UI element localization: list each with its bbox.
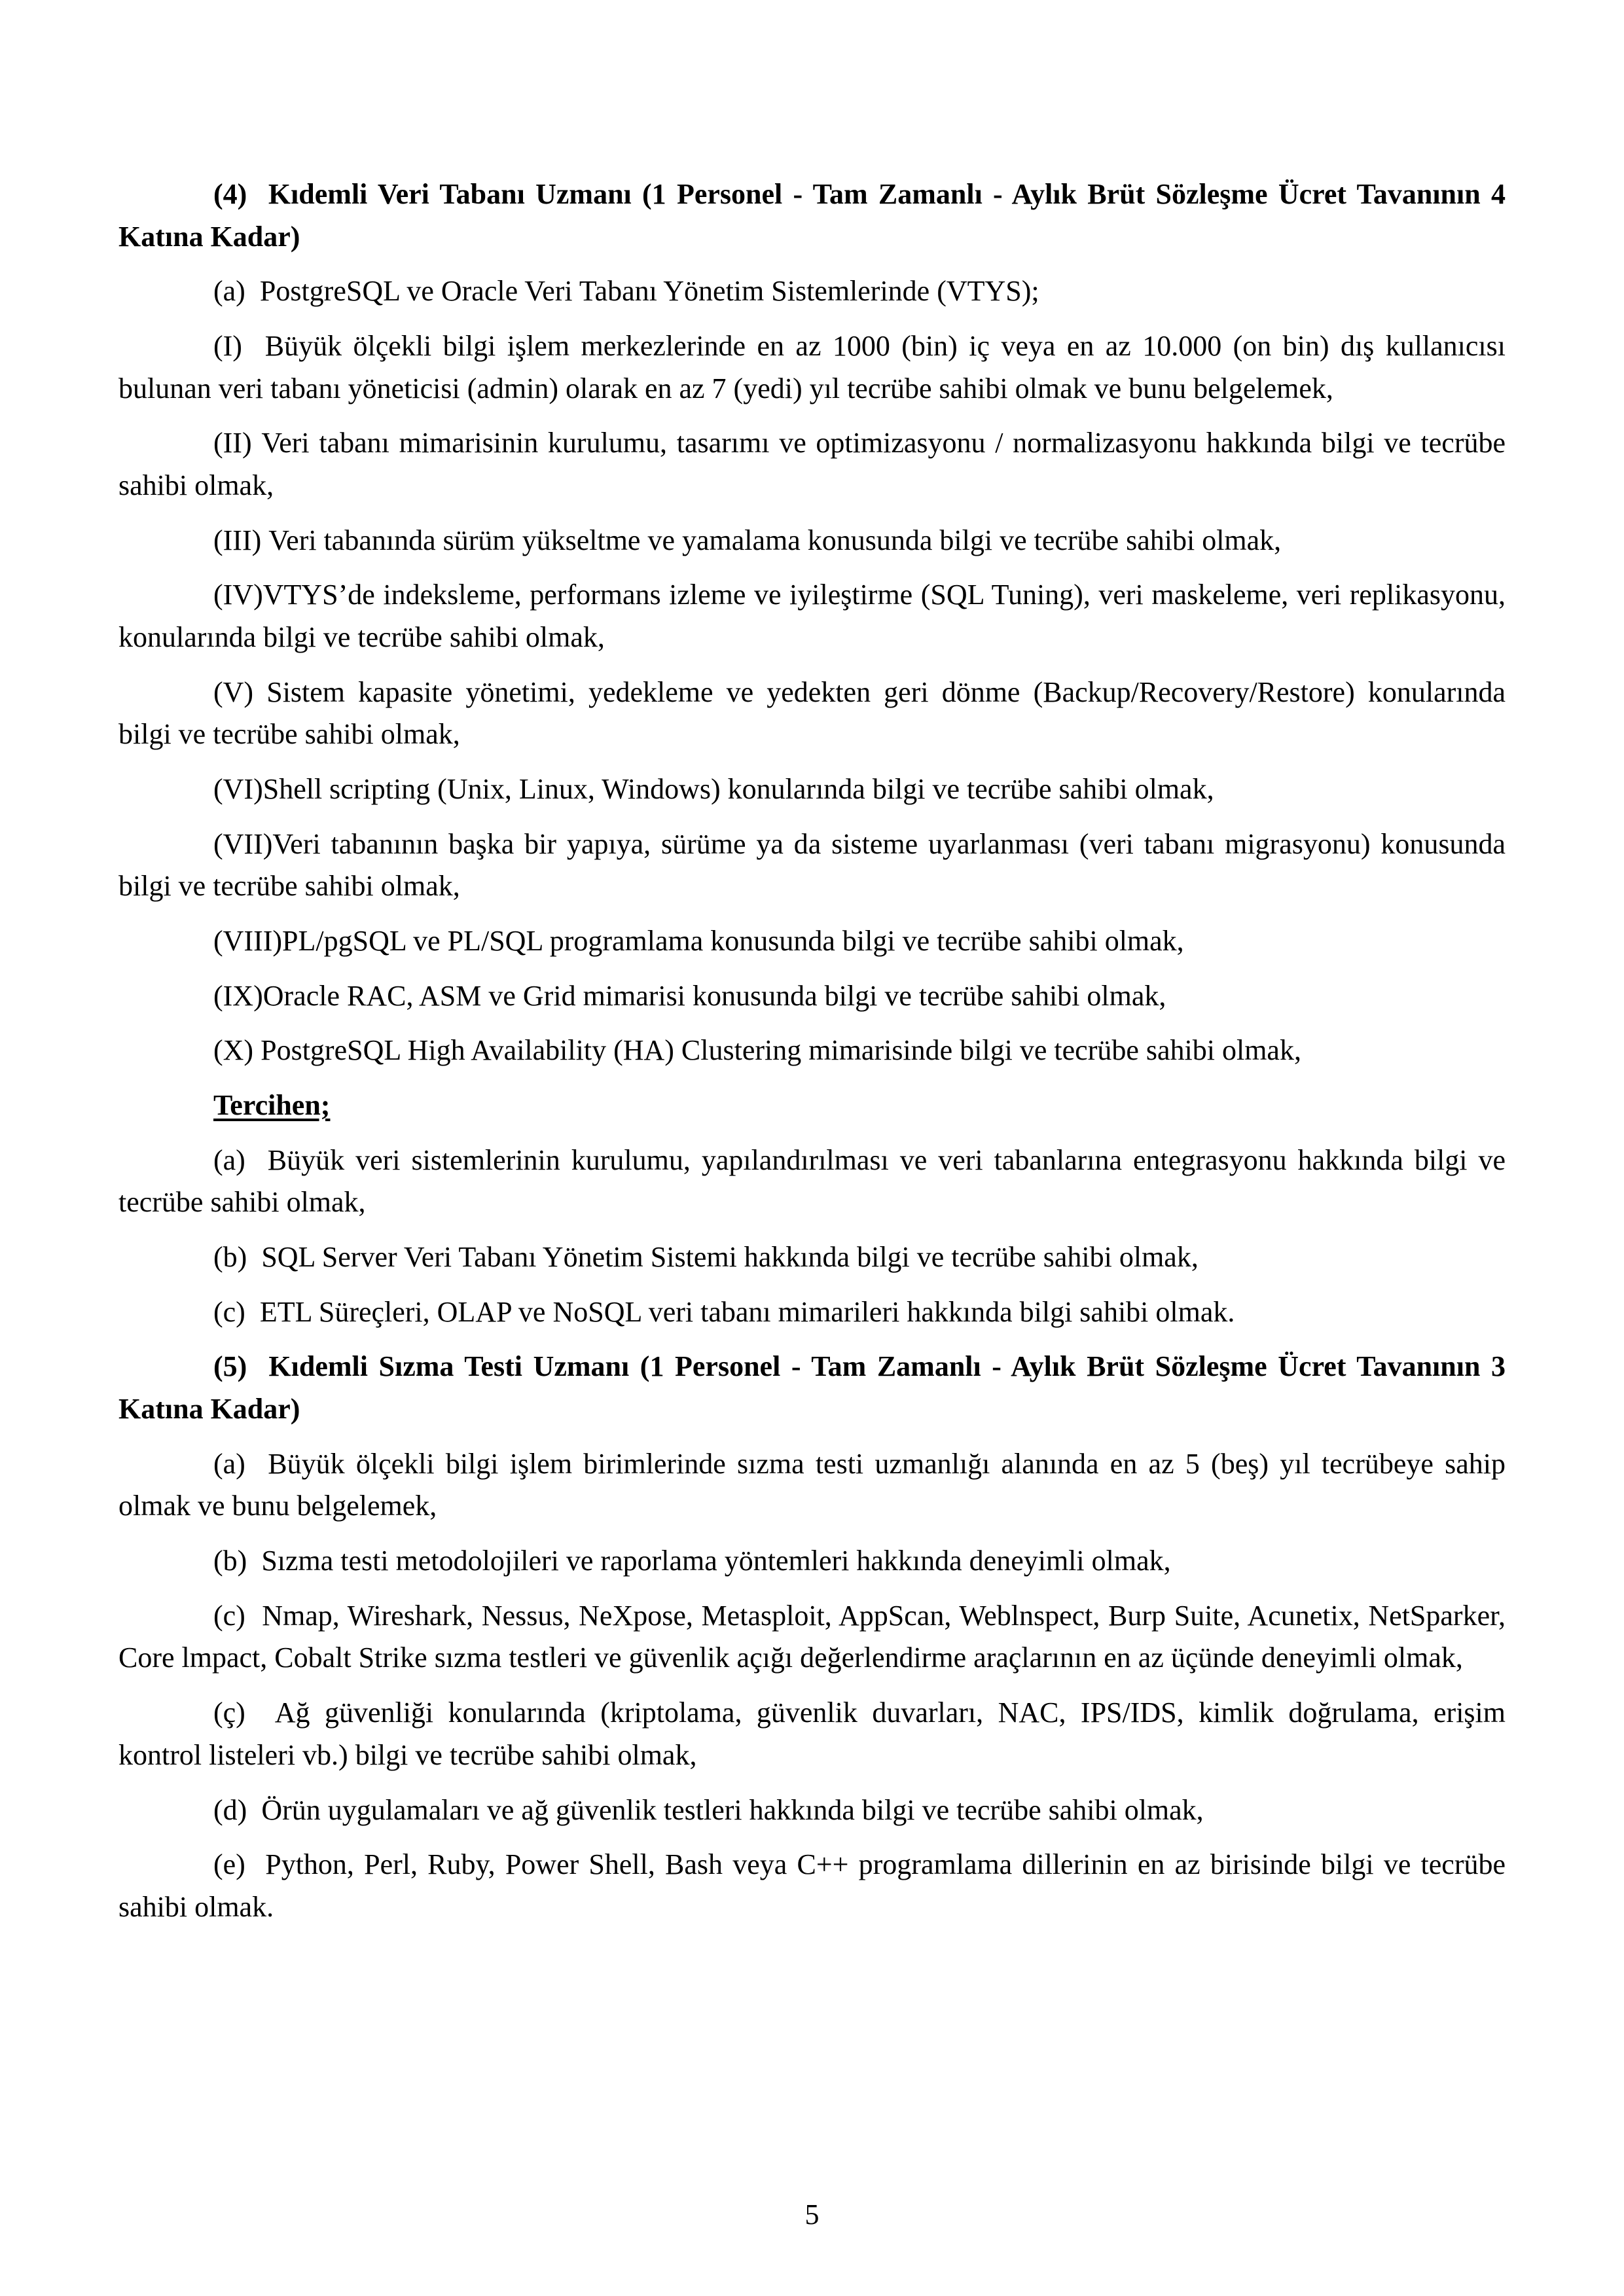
item-marker: (e) [213,1848,245,1881]
item-text: Büyük veri sistemlerinin kurulumu, yapılandırılması ve veri tabanlarına entegrasyonu hakkında bilgi ve tecrübe sahibi olmak, [118,1143,1506,1219]
marker-gap [247,1241,261,1273]
item-marker: (X) [213,1034,254,1067]
section-4-item-II [118,422,1506,507]
item-text: Ağ güvenliği konularında (kriptolama, güvenlik duvarları, NAC, IPS/IDS, kimlik doğrulama, erişim kontrol listeleri vb.) bilgi ve tecrübe sahibi olmak, [118,1696,1506,1771]
item-marker: (c) [213,1295,245,1328]
preferred-heading: Tercihen; [213,1089,331,1122]
item-marker: (VI) [213,773,263,806]
item-text: Sistem kapasite yönetimi, yedekleme ve yedekten geri dönme (Backup/Recovery/Restore) konularında bilgi ve tecrübe sahibi olmak, [118,675,1506,751]
marker-gap [253,1034,261,1066]
marker-gap [245,1296,260,1328]
section-4-item-a [118,270,1506,313]
item-marker: (b) [213,1241,247,1274]
marker-gap [253,676,266,708]
section-5-item-e [118,1844,1506,1928]
marker-gap [245,1448,268,1480]
item-text: Oracle RAC, ASM ve Grid mimarisi konusunda bilgi ve tecrübe sahibi olmak, [262,979,1166,1012]
item-text: Nmap, Wireshark, Nessus, NeXpose, Metasploit, AppScan, Weblnspect, Burp Suite, Acunetix, NetSparker, Core lmpact, Cobalt Strike sızma testleri ve güvenlik açığı değerlendirme araçlarının en az üçünde deneyimli olmak, [118,1599,1506,1674]
section-5-item-c [118,1595,1506,1679]
item-text: PostgreSQL ve Oracle Veri Tabanı Yönetim Sistemlerinde (VTYS); [259,275,1039,308]
item-marker: (a) [213,1447,245,1480]
item-marker: (c) [213,1599,245,1632]
section-4-item-IV [118,574,1506,658]
item-text: Python, Perl, Ruby, Power Shell, Bash veya C++ programlama dillerinin en az birisinde bilgi ve tecrübe sahibi olmak. [118,1848,1506,1923]
preferred-heading-wrapper [118,1085,1506,1127]
item-text: Veri tabanı mimarisinin kurulumu, tasarımı ve optimizasyonu / normalizasyonu hakkında bilgi ve tecrübe sahibi olmak, [118,427,1506,502]
section-5-item-c-cedilla [118,1692,1506,1776]
item-marker: (II) [213,427,252,459]
item-text: Shell scripting (Unix, Linux, Windows) konularında bilgi ve tecrübe sahibi olmak, [262,773,1214,806]
item-marker: (a) [213,275,245,308]
marker-gap [261,524,268,556]
marker-gap [252,427,262,459]
marker-gap [245,1600,262,1632]
section-5-heading: (5) Kıdemli Sızma Testi Uzmanı (1 Personel - Tam Zamanlı - Aylık Brüt Sözleşme Ücret Tavanının 3 Katına Kadar) [118,1350,1506,1426]
section-4-item-VI [118,768,1506,811]
item-marker: (V) [213,675,254,708]
section-4-preferred-item-b [118,1236,1506,1279]
page-content [118,173,1506,1929]
item-text: Büyük ölçekli bilgi işlem merkezlerinde en az 1000 (bin) iç veya en az 10.000 (on bin) dış kullanıcısı bulunan veri tabanı yöneticisi (admin) olarak en az 7 (yedi) yıl tecrübe sahibi olmak ve bunu belgelemek, [118,330,1506,404]
section-4-preferred-item-a [118,1139,1506,1224]
item-text: PostgreSQL High Availability (HA) Clustering mimarisinde bilgi ve tecrübe sahibi olmak, [261,1034,1301,1067]
item-marker: (b) [213,1545,247,1577]
item-text: Büyük ölçekli bilgi işlem birimlerinde sızma testi uzmanlığı alanında en az 5 (beş) yıl tecrübeye sahip olmak ve bunu belgelemek, [118,1447,1506,1522]
section-4-item-IX [118,975,1506,1018]
section-5-item-b [118,1540,1506,1583]
item-marker: (I) [213,330,242,363]
marker-gap [245,275,260,307]
item-marker: (IV) [213,579,263,611]
section-4-preferred-item-c [118,1291,1506,1334]
item-marker: (IX) [213,979,263,1012]
item-marker: (ç) [213,1696,245,1729]
marker-gap [247,1545,261,1577]
section-4-item-VII [118,823,1506,908]
marker-gap [245,1848,265,1880]
section-4-item-VIII [118,920,1506,963]
section-4-item-X [118,1030,1506,1072]
item-marker: (III) [213,524,262,556]
section-5-item-d [118,1789,1506,1832]
item-text: PL/pgSQL ve PL/SQL programlama konusunda bilgi ve tecrübe sahibi olmak, [282,925,1184,958]
page-number: 5 [804,2198,820,2231]
item-text: Veri tabanında sürüm yükseltme ve yamalama konusunda bilgi ve tecrübe sahibi olmak, [268,524,1282,556]
marker-gap [242,330,265,362]
item-text: VTYS’de indeksleme, performans izleme ve iyileştirme (SQL Tuning), veri maskeleme, veri replikasyonu, konularında bilgi ve tecrübe sahibi olmak, [118,579,1506,654]
item-text: Örün uygulamaları ve ağ güvenlik testleri hakkında bilgi ve tecrübe sahibi olmak, [261,1793,1204,1826]
item-text: SQL Server Veri Tabanı Yönetim Sistemi hakkında bilgi ve tecrübe sahibi olmak, [261,1241,1199,1274]
item-marker: (VII) [213,827,273,860]
section-4-heading: (4) Kıdemli Veri Tabanı Uzmanı (1 Personel - Tam Zamanlı - Aylık Brüt Sözleşme Ücret Tavanının 4 Katına Kadar) [118,178,1506,253]
item-text: ETL Süreçleri, OLAP ve NoSQL veri tabanı mimarileri hakkında bilgi sahibi olmak. [259,1295,1235,1328]
section-4-item-V [118,672,1506,756]
marker-gap [247,1794,261,1826]
marker-gap [245,1144,268,1176]
item-marker: (VIII) [213,925,283,958]
item-text: Sızma testi metodolojileri ve raporlama yöntemleri hakkında deneyimli olmak, [261,1545,1171,1577]
item-marker: (d) [213,1793,247,1826]
marker-gap [245,1696,275,1729]
section-4-item-III [118,520,1506,562]
item-marker: (a) [213,1143,245,1176]
item-text: Veri tabanının başka bir yapıya, sürüme ya da sisteme uyarlanması (veri tabanı migrasyonu) konusunda bilgi ve tecrübe sahibi olmak, [118,827,1506,903]
section-4-item-I [118,325,1506,410]
section-5-item-a [118,1443,1506,1528]
